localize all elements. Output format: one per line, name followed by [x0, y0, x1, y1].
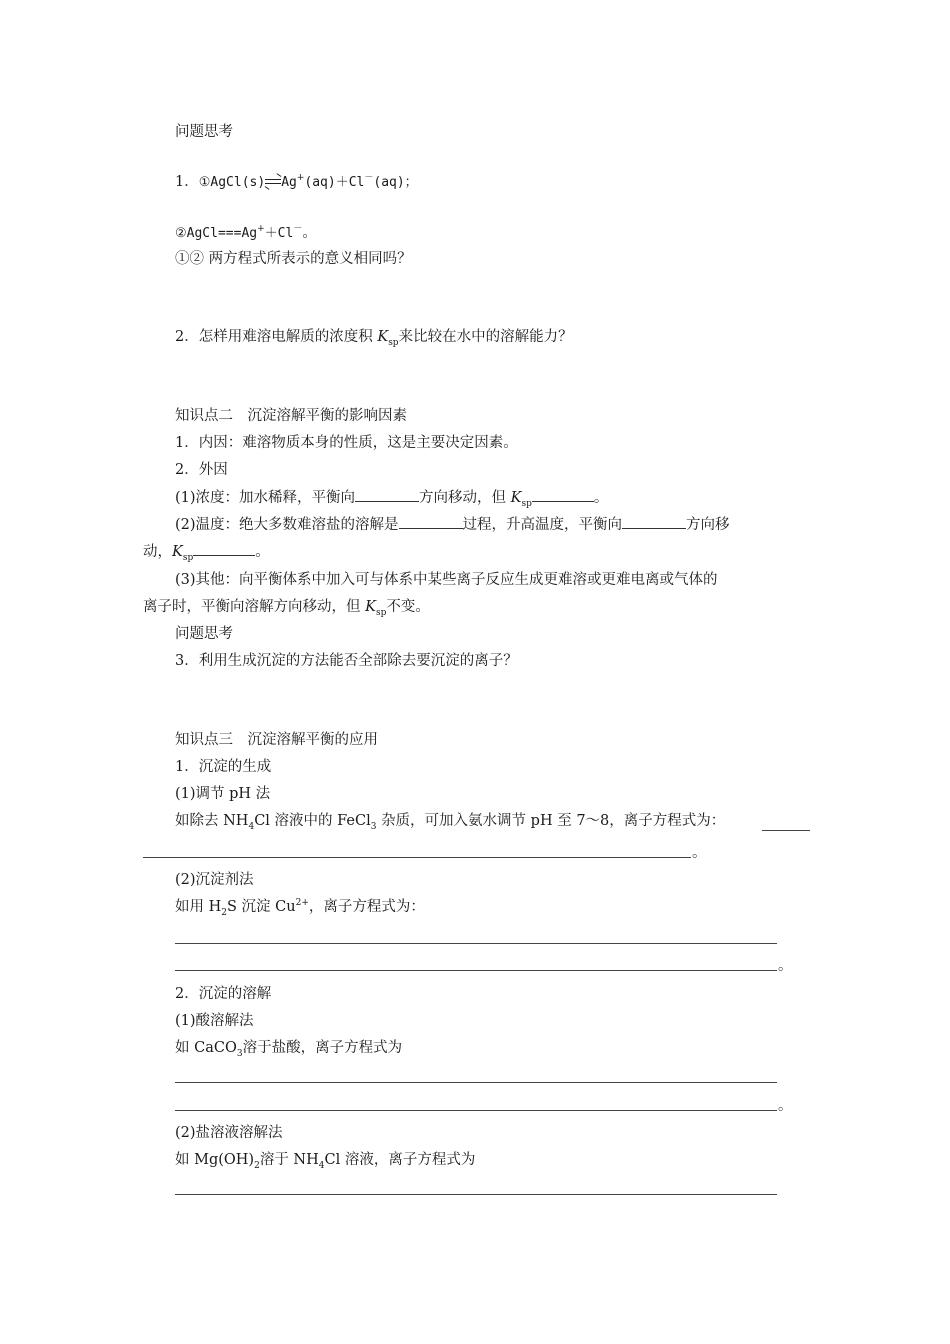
answer-line[interactable]	[175, 970, 777, 971]
kp2-concentration: (1)浓度：加水稀释，平衡向 方向移动，但 $K_{sp}$ 。	[175, 487, 608, 508]
kp3-s1-2: (2)沉淀剂法	[175, 872, 254, 888]
answer-line[interactable]	[175, 1082, 777, 1083]
kp2-temperature: (2)温度：绝大多数难溶盐的溶解是 过程，升高温度，平衡向 方向移	[175, 514, 730, 535]
fill-blank[interactable]	[532, 487, 594, 502]
q2-question: 2．怎样用难溶电解质的浓度积 $K_{sp}$来比较在水中的溶解能力？	[175, 329, 573, 348]
q1-equation-1: 1．①AgCl(s) Ag+(aq)＋Cl－(aq)；	[175, 173, 418, 190]
kp3-s1-2-text: 如用 $H_2S$ 沉淀 $Cu^{2+}$，离子方程式为：	[175, 898, 425, 918]
kp2-other-line2: 离子时，平衡向溶解方向移动，但 $K_{sp}$不变。	[143, 599, 430, 618]
period-mark: 。	[778, 1098, 793, 1114]
period-mark: 。	[778, 958, 793, 974]
kp2-item-1: 1．内因：难溶物质本身的性质，这是主要决定因素。	[175, 435, 518, 451]
heading-question-thinking-2: 问题思考	[175, 626, 233, 642]
kp3-s1-1-text: 如除去 $NH_4Cl$ 溶液中的 FeCl$_3$ 杂质，可加入氨水调节 pH 至 7～8，离子方程式为：	[175, 813, 726, 832]
answer-line[interactable]	[175, 943, 777, 944]
fill-blank[interactable]	[622, 514, 686, 529]
fill-blank[interactable]	[355, 487, 419, 502]
heading-question-thinking-1: 问题思考	[175, 124, 233, 140]
kp2-item-2: 2．外因	[175, 462, 228, 478]
kp3-s2: 2．沉淀的溶解	[175, 986, 272, 1002]
fill-blank[interactable]	[193, 541, 255, 556]
kp2-other-line1: (3)其他：向平衡体系中加入可与体系中某些离子反应生成更难溶或更难电离或气体的	[175, 572, 718, 588]
kp2-temperature-cont: 动，$K_{sp}$ 。	[143, 541, 270, 562]
answer-line[interactable]	[143, 857, 691, 858]
q1-question: ①② 两方程式所表示的意义相同吗？	[175, 251, 412, 267]
answer-line[interactable]	[175, 1110, 777, 1111]
answer-line[interactable]	[762, 830, 810, 831]
kp3-s2-2: (2)盐溶液溶解法	[175, 1125, 283, 1141]
q3-question: 3．利用生成沉淀的方法能否全部除去要沉淀的离子？	[175, 653, 518, 669]
period-mark: 。	[692, 845, 707, 861]
kp3-s2-2-text: 如 $Mg(OH)_2$溶于 $NH_4Cl$ 溶液，离子方程式为	[175, 1152, 476, 1171]
answer-line[interactable]	[175, 1194, 777, 1195]
kp3-s2-1: (1)酸溶解法	[175, 1013, 254, 1029]
fill-blank[interactable]	[399, 514, 463, 529]
equilibrium-arrow-icon	[265, 174, 281, 188]
q1-equation-2: ②AgCl===Ag+＋Cl－。	[175, 224, 317, 241]
kp3-s1-1: (1)调节 pH 法	[175, 786, 271, 802]
kp3-s1: 1．沉淀的生成	[175, 759, 272, 775]
kp3-s2-1-text: 如 CaCO$_3$溶于盐酸，离子方程式为	[175, 1040, 403, 1059]
section-title-kp3: 知识点三 沉淀溶解平衡的应用	[175, 732, 378, 748]
section-title-kp2: 知识点二 沉淀溶解平衡的影响因素	[175, 408, 407, 424]
